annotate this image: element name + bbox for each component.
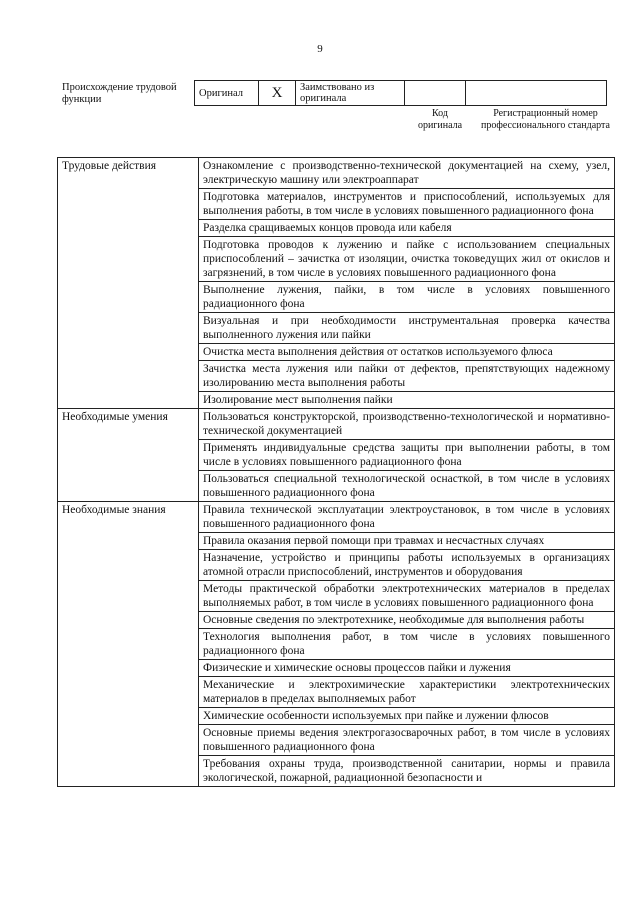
borrowed-label: Заимствовано из оригинала: [296, 81, 405, 106]
registration-number-cell: [466, 81, 607, 106]
table-row: [58, 158, 615, 189]
original-code-caption: Код оригинала: [417, 108, 463, 131]
section-item: Физические и химические основы процессов пайки и лужения: [199, 660, 615, 677]
section-item: Подготовка проводов к лужению и пайке с использованием специальных приспособлений – зачистка от изоляции, очистка токоведущих жил от окислов и загрязнений, в том числе в условиях повышенного радиационного фона: [199, 237, 615, 282]
original-code-cell: [405, 81, 466, 106]
section-item: Основные сведения по электротехнике, необходимые для выполнения работы: [199, 612, 615, 629]
function-table: [57, 157, 615, 787]
section-item: Очистка места выполнения действия от остатков используемого флюса: [199, 344, 615, 361]
section-item: Назначение, устройство и принципы работы используемых в организациях атомной отрасли приспособлений, инструментов и оборудования: [199, 550, 615, 581]
section-title: Необходимые знания: [58, 502, 199, 787]
section-item: Применять индивидуальные средства защиты при выполнении работы, в том числе в условиях повышенного радиационного фона: [199, 440, 615, 471]
section-item: Технология выполнения работ, в том числе в условиях повышенного радиационного фона: [199, 629, 615, 660]
section-item: Изолирование мест выполнения пайки: [199, 392, 615, 409]
section-item: Правила технической эксплуатации электроустановок, в том числе в условиях повышенного радиационного фона: [199, 502, 615, 533]
section-item: Методы практической обработки электротехнических материалов в пределах выполняемых работ, в том числе в условиях повышенного радиационного фона: [199, 581, 615, 612]
origin-table: [194, 80, 607, 106]
section-item: Основные приемы ведения электрогазосварочных работ, в том числе в условиях повышенного радиационного фона: [199, 725, 615, 756]
section-item: Правила оказания первой помощи при травмах и несчастных случаях: [199, 533, 615, 550]
section-item: Ознакомление с производственно-технической документацией на схему, узел, электрическую машину или электроаппарат: [199, 158, 615, 189]
section-item: Пользоваться конструкторской, производственно-технологической и нормативно-технической документацией: [199, 409, 615, 440]
section-title: Трудовые действия: [58, 158, 199, 409]
section-item: Химические особенности используемых при пайке и лужении флюсов: [199, 708, 615, 725]
page-number: 9: [317, 43, 323, 55]
section-item: Выполнение лужения, пайки, в том числе в условиях повышенного радиационного фона: [199, 282, 615, 313]
table-row: [58, 409, 615, 440]
registration-number-caption: Регистрационный номер профессионального стандарта: [481, 108, 610, 131]
section-item: Пользоваться специальной технологической оснасткой, в том числе в условиях повышенного радиационного фона: [199, 471, 615, 502]
original-mark: X: [259, 81, 296, 106]
section-item: Зачистка места лужения или пайки от дефектов, препятствующих надежному изолированию места выполнения работы: [199, 361, 615, 392]
table-row: [58, 502, 615, 533]
section-item: Механические и электрохимические характеристики электротехнических материалов в пределах выполняемых работ: [199, 677, 615, 708]
section-title: Необходимые умения: [58, 409, 199, 502]
section-item: Визуальная и при необходимости инструментальная проверка качества выполненного лужения или пайки: [199, 313, 615, 344]
origin-label: Происхождение трудовой функции: [62, 82, 177, 105]
section-item: Подготовка материалов, инструментов и приспособлений, используемых для выполнения работы, в том числе в условиях повышенного радиационного фона: [199, 189, 615, 220]
section-item: Требования охраны труда, производственной санитарии, нормы и правила экологической, пожарной, радиационной безопасности и: [199, 756, 615, 787]
section-item: Разделка сращиваемых концов провода или кабеля: [199, 220, 615, 237]
original-label: Оригинал: [195, 81, 259, 106]
